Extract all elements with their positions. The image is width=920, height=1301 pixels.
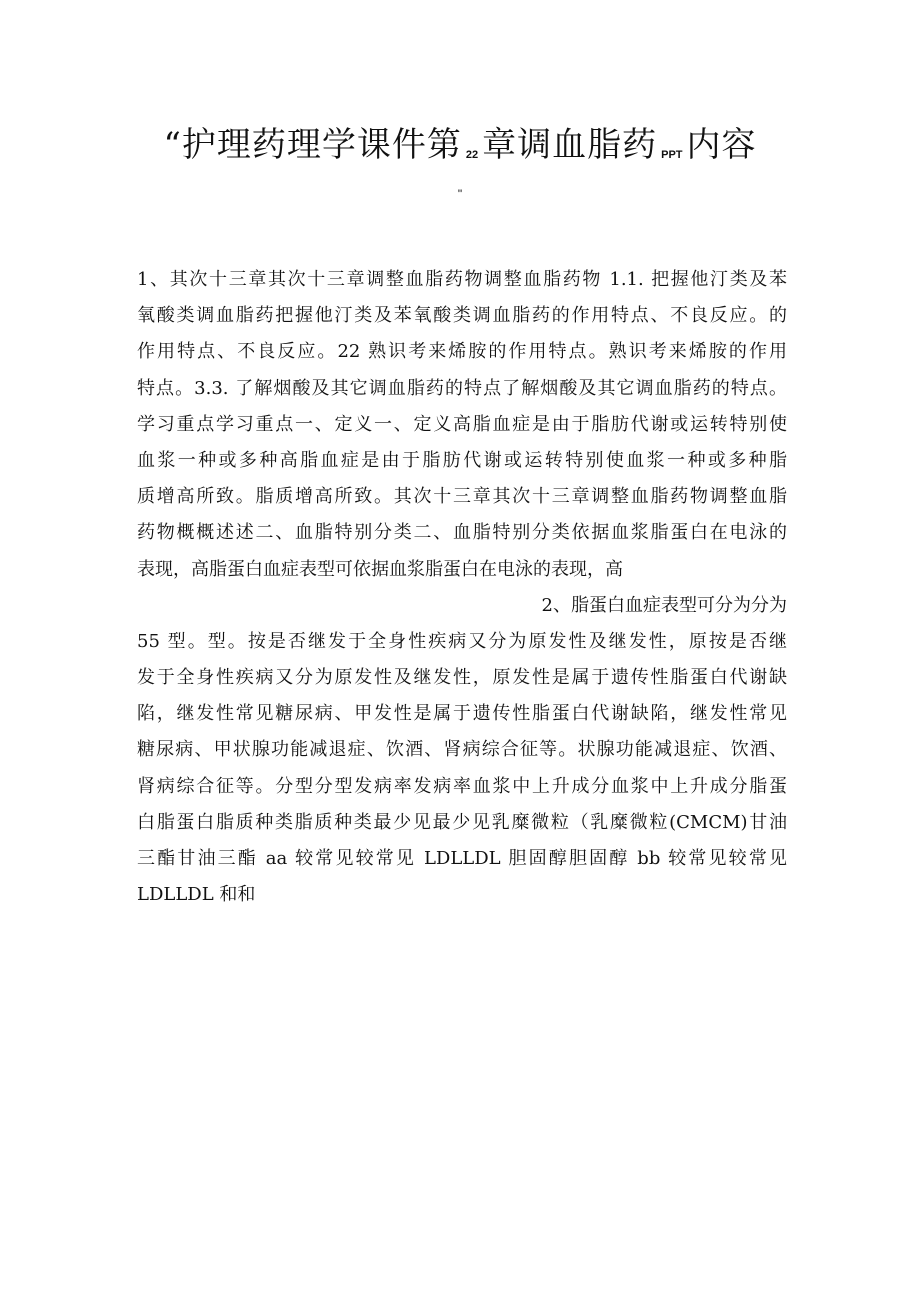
body-line: 特点。3.3. 了解烟酸及其它调血脂药的特点了解烟酸及其它调血脂药的特点。 [137,377,787,399]
body-line: 表现，高脂蛋白血症表型可依据血浆脂蛋白在电泳的表现，高 [137,558,623,580]
title-text-after: 内容 [686,125,757,165]
body-line: 白脂蛋白脂质种类脂质种类最少见最少见乳糜微粒（乳糜微粒(CMCM)甘油 [137,811,787,833]
body-line: 学习重点学习重点一、定义一、定义高脂血症是由于脂肪代谢或运转特别使 [137,413,787,435]
title-ppt-tag: PPT [661,149,683,161]
body-line: 质增高所致。脂质增高所致。其次十三章其次十三章调整血脂药物调整血脂 [137,486,787,508]
body-line: LDLLDL 和和 [137,884,256,906]
body-line: 发于全身性疾病又分为原发性及继发性，原发性是属于遗传性脂蛋白代谢缺 [137,667,787,689]
body-line: 三酯甘油三酯 aa 较常见较常见 LDLLDL 胆固醇胆固醇 bb 较常见较常见 [137,848,787,869]
subtitle-mark: " [457,187,463,201]
body-line: 氧酸类调血脂药把握他汀类及苯氧酸类调血脂药的作用特点、不良反应。的 [137,305,787,327]
body-line: 糖尿病、甲状腺功能减退症、饮酒、肾病综合征等。状腺功能减退症、饮酒、 [137,739,787,761]
body-line: 陷，继发性常见糖尿病、甲发性是属于遗传性脂蛋白代谢缺陷，继发性常见 [137,703,787,725]
body-line: 肾病综合征等。分型分型发病率发病率血浆中上升成分血浆中上升成分脂蛋 [137,775,787,797]
title-text-before: “护理药理学课件第 [163,125,462,165]
document-title [0,122,920,178]
title-text-middle: 章调血脂药 [482,125,658,165]
body-line: 55 型。型。按是否继发于全身性疾病又分为原发性及继发性，原按是否继 [137,630,787,652]
body-line: 1、其次十三章其次十三章调整血脂药物调整血脂药物 1.1. 把握他汀类及苯 [137,269,787,290]
document-body [137,262,787,913]
body-line-section-2: 2、脂蛋白血症表型可分为分为 [541,594,787,616]
body-line: 药物概概述述二、血脂特别分类二、血脂特别分类依据血浆脂蛋白在电泳的 [137,522,787,544]
title-chapter-number: 22 [465,149,479,161]
body-line: 血浆一种或多种高脂血症是由于脂肪代谢或运转特别使血浆一种或多种脂 [137,449,787,471]
body-line: 作用特点、不良反应。22 熟识考来烯胺的作用特点。熟识考来烯胺的作用 [137,341,787,363]
